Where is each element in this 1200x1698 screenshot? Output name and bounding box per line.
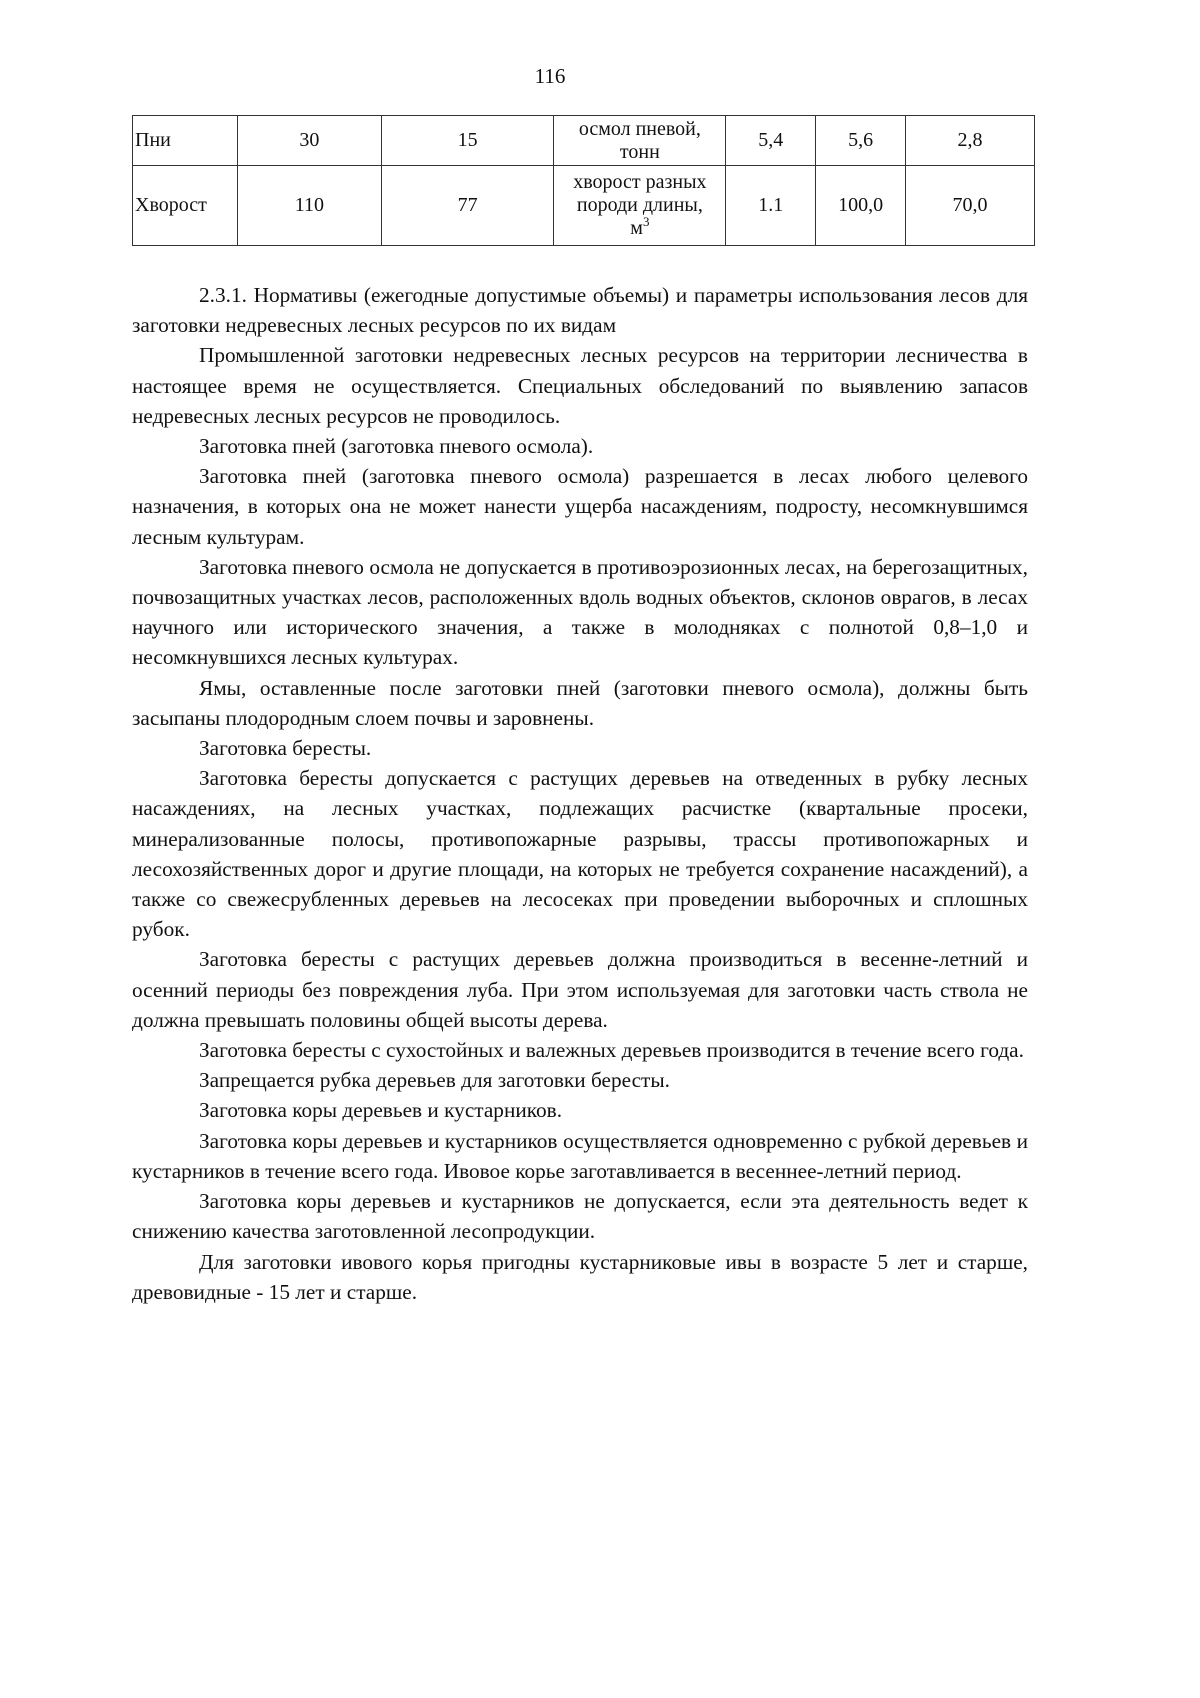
table-cell-resource-name: Пни — [133, 116, 238, 166]
paragraph: Ямы, оставленные после заготовки пней (заготовки пневого осмола), должны быть засыпаны плодородным слоем почвы и заровнены. — [132, 675, 1028, 730]
table-row — [133, 166, 1035, 246]
section-heading: 2.3.1. Нормативы (ежегодные допустимые объемы) и параметры использования лесов для заготовки недревесных лесных ресурсов по их видам — [132, 283, 1028, 338]
paragraph: Заготовка бересты. — [199, 736, 372, 761]
table-cell: 1.1 — [726, 166, 816, 246]
table-cell: 2,8 — [906, 116, 1035, 166]
paragraph: Заготовка коры деревьев и кустарников не допускается, если эта деятельность ведет к снижению качества заготовленной лесопродукции. — [132, 1189, 1028, 1244]
unit-text: м — [630, 217, 643, 239]
body-text — [132, 280, 1028, 1307]
table-cell-resource-name: Хворост — [133, 166, 238, 246]
table-cell: 77 — [381, 166, 554, 246]
table-cell: 15 — [381, 116, 554, 166]
paragraph: Заготовка коры деревьев и кустарников. — [199, 1098, 563, 1123]
resource-type-line: хворост разных — [573, 171, 707, 193]
paragraph: Для заготовки ивового корья пригодны кустарниковые ивы в возрасте 5 лет и старше, древовидные - 15 лет и старше. — [132, 1249, 1028, 1304]
table-row — [133, 116, 1035, 166]
paragraph: Заготовка бересты допускается с растущих деревьев на отведенных в рубку лесных насаждениях, на лесных участках, подлежащих расчистке (квартальные просеки, минерализованные полосы, противопожарные разрывы, трассы противопожарных и лесохозяйственных дорог и другие площади, на которых не требуется сохранение насаждений), а также со свежесрубленных деревьев на лесосеках при проведении выборочных и сплошных рубок. — [132, 766, 1028, 942]
resource-type-line: тонн — [619, 140, 660, 163]
table-cell: 5,6 — [816, 116, 906, 166]
table-cell: 5,4 — [726, 116, 816, 166]
paragraph: Промышленной заготовки недревесных лесных ресурсов на территории лесничества в настоящее время не осуществляется. Специальных обследований по выявлению запасов недревесных лесных ресурсов не проводилось. — [132, 343, 1028, 428]
table-cell: 110 — [237, 166, 381, 246]
paragraph: Заготовка пней (заготовка пневого осмола). — [199, 434, 594, 459]
page-number: 116 — [534, 64, 566, 88]
paragraph: Запрещается рубка деревьев для заготовки бересты. — [199, 1068, 670, 1093]
table-cell-resource-type — [554, 166, 726, 246]
paragraph: Заготовка пней (заготовка пневого осмола) разрешается в лесах любого целевого назначения, в которых она не может нанести ущерба насаждениям, подросту, несомкнувшимся лесным культурам. — [132, 464, 1028, 549]
resource-type-line: осмол пневой, — [578, 117, 701, 140]
paragraph: Заготовка бересты с растущих деревьев должна производиться в весенне-летний и осенний периоды без повреждения луба. При этом используемая для заготовки часть ствола не должна превышать половины общей высоты дерева. — [132, 947, 1028, 1032]
paragraph: Заготовка коры деревьев и кустарников осуществляется одновременно с рубкой деревьев и кустарников в течение всего года. Ивовое корье заготавливается в весеннее-летний период. — [132, 1128, 1028, 1183]
resource-type-line: породи длины, — [576, 194, 703, 216]
unit-superscript: 3 — [642, 214, 650, 229]
table-cell-resource-type — [554, 116, 726, 166]
table-cell: 30 — [237, 116, 381, 166]
paragraph: Заготовка пневого осмола не допускается в противоэрозионных лесах, на берегозащитных, почвозащитных участках лесов, расположенных вдоль водных объектов, склонов оврагов, в лесах научного или исторического значения, а также в молодняках с полнотой 0,8–1,0 и несомкнувшихся лесных культурах. — [132, 554, 1028, 670]
resources-table — [132, 115, 1035, 246]
table-cell: 100,0 — [816, 166, 906, 246]
table-cell: 70,0 — [906, 166, 1035, 246]
resource-unit-line — [558, 214, 721, 240]
paragraph: Заготовка бересты с сухостойных и валежных деревьев производится в течение всего года. — [199, 1038, 1024, 1063]
